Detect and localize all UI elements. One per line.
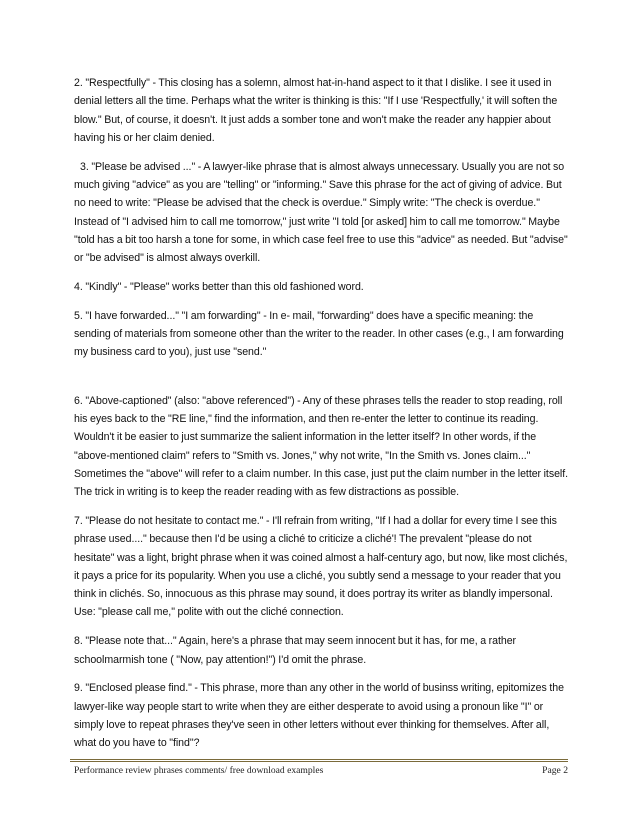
paragraph-do-not-hesitate: 7. "Please do not hesitate to contact me." - I'll refrain from writing, "If I had a dollar for every time I see this phrase used...." because then I'd be using a cliché to criticize a cliché'! The prevalent "please do not hesitate" was a light, bright phrase when it was coined almost a half-century ago, but now, like most clichés, it pays a price for its popularity. When you use a cliché, you subtly send a message to your reader that you think in clichés. So, innocuous as this phrase may sound, it does portray its writer as blandly impersonal. Use: "please call me," polite with out the cliché connection. [74,514,568,619]
paragraph-forwarded: 5. "I have forwarded..." "I am forwarding" - In e- mail, "forwarding" does have a specific meaning: the sending of materials from someone other than the writer to the reader. In other cases (e.g., I am forwarding my business card to you), just use "send." [74,309,564,359]
footer-divider [70,759,568,762]
paragraph-respectfully: 2. "Respectfully" - This closing has a solemn, almost hat-in-hand aspect to it that I dislike. I see it used in denial letters all the time. Perhaps what the writer is thinking is this: "If I use 'Respectfully,' it will soften the blow." But, of course, it doesn't. It just adds a somber tone and won't make the reader any happier about having his or her claim denied. [74,77,558,144]
page-number: Page 2 [542,765,568,776]
paragraph-please-note: 8. "Please note that..." Again, here's a phrase that may seem innocent but it has, for me, a rather schoolmarmish tone ( "Now, pay attention!") I'd omit the phrase. [74,635,517,666]
paragraph-please-be-advised: 3. "Please be advised ..." - A lawyer-like phrase that is almost always unnecessary. Usually you are not so much giving "advice" as you are "telling" or "informing." Save this phrase for the act of giving of advice. But no need to write: "Please be advised that the check is overdue." Simply write: "The check is overdue." Instead of "I advised him to call me tomorrow," just write "I told [or asked] him to call me tomorrow." Maybe "told has a bit too harsh a tone for some, in which case feel free to use this "advice" as needed. But "advise" or "be advised" is almost always overkill. [74,160,568,265]
paragraph-enclosed-please-find: 9. "Enclosed please find." - This phrase, more than any other in the world of businss writing, epitomizes the lawyer-like way people start to write when they are either desperate to avoid using a pronoun like "I" or simply love to repeat phrases they've seen in other letters without ever thinking for themselves. After all, what do you have to "find"? [74,682,564,750]
paragraph-kindly: 4. "Kindly" - "Please" works better than this old fashioned word. [74,280,364,293]
paragraph-above-captioned: 6. "Above-captioned" (also: "above referenced") - Any of these phrases tells the reader to stop reading, roll his eyes back to the "RE line," find the information, and then re-enter the letter to continue its reading. Wouldn't it be easier to just summarize the salient information in the letter itself? In other words, if the "above-mentioned claim" refers to "Smith vs. Jones," why not write, "In the Smith vs. Jones claim..." Sometimes the "above" will refer to a claim number. In this case, just put the claim number in the letter itself. The trick in writing is to keep the reader reading with as few distractions as possible. [74,394,569,499]
page-footer [74,765,568,776]
footer-title: Performance review phrases comments/ free download examples [74,765,324,776]
document-body [74,74,568,763]
